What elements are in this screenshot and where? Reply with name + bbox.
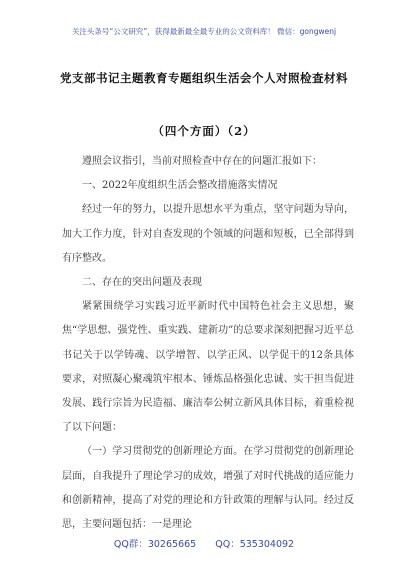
paragraph-intro: 遵照会议指引，当前对照检查中存在的问题汇报如下： <box>82 156 322 167</box>
footer-qq-group: QQ群：30265665 <box>113 539 197 550</box>
paragraph-rectification: 经过一年的努力，以提升思想水平为重点，坚守问题为导向，加大工作力度，针对自查发现的个领域的问题和短板，已全部得到有序整改。 <box>62 204 354 264</box>
section-heading-1: 一、2022年度组织生活会整改措施落实情况 <box>82 180 278 192</box>
paragraph-theory: （一）学习贯彻党的创新理论方面。在学习贯彻党的创新理论层面，自我提升了理论学习的成效，增强了对时代挑战的适应能力和创新精神，提高了对党的理论和方针政策的理解与认同。经过反思，主要问题包括：一是理论 <box>62 446 354 531</box>
footer-contact <box>0 536 408 550</box>
header-note: 关注头条号“公文研究”，获得最新最全最专业的公文资料库！ 微信：gongwenj <box>71 27 337 36</box>
document-body <box>62 150 354 537</box>
section-heading-2: 二、存在的突出问题及表现 <box>82 277 202 289</box>
document-subtitle: （四个方面）（2） <box>152 124 256 138</box>
document-title: 党支部书记主题教育专题组织生活会个人对照检查材料 <box>60 71 348 85</box>
paragraph-problems: 紧紧围绕学习实践习近平新时代中国特色社会主义思想，聚焦“学思想、强党性、重实践、建新功”的总要求深刻把握习近平总书记关于以学铸魂、以学增智、以学正风、以学促干的12条具体要求，对照凝心聚魂筑牢根本、锤炼品格强化忠诚、实干担当促进发展、践行宗旨为民造福、廉洁奉公树立新风具体目标，着重检视了以下问题： <box>62 301 354 434</box>
footer-qq: QQ：535304092 <box>215 539 295 550</box>
